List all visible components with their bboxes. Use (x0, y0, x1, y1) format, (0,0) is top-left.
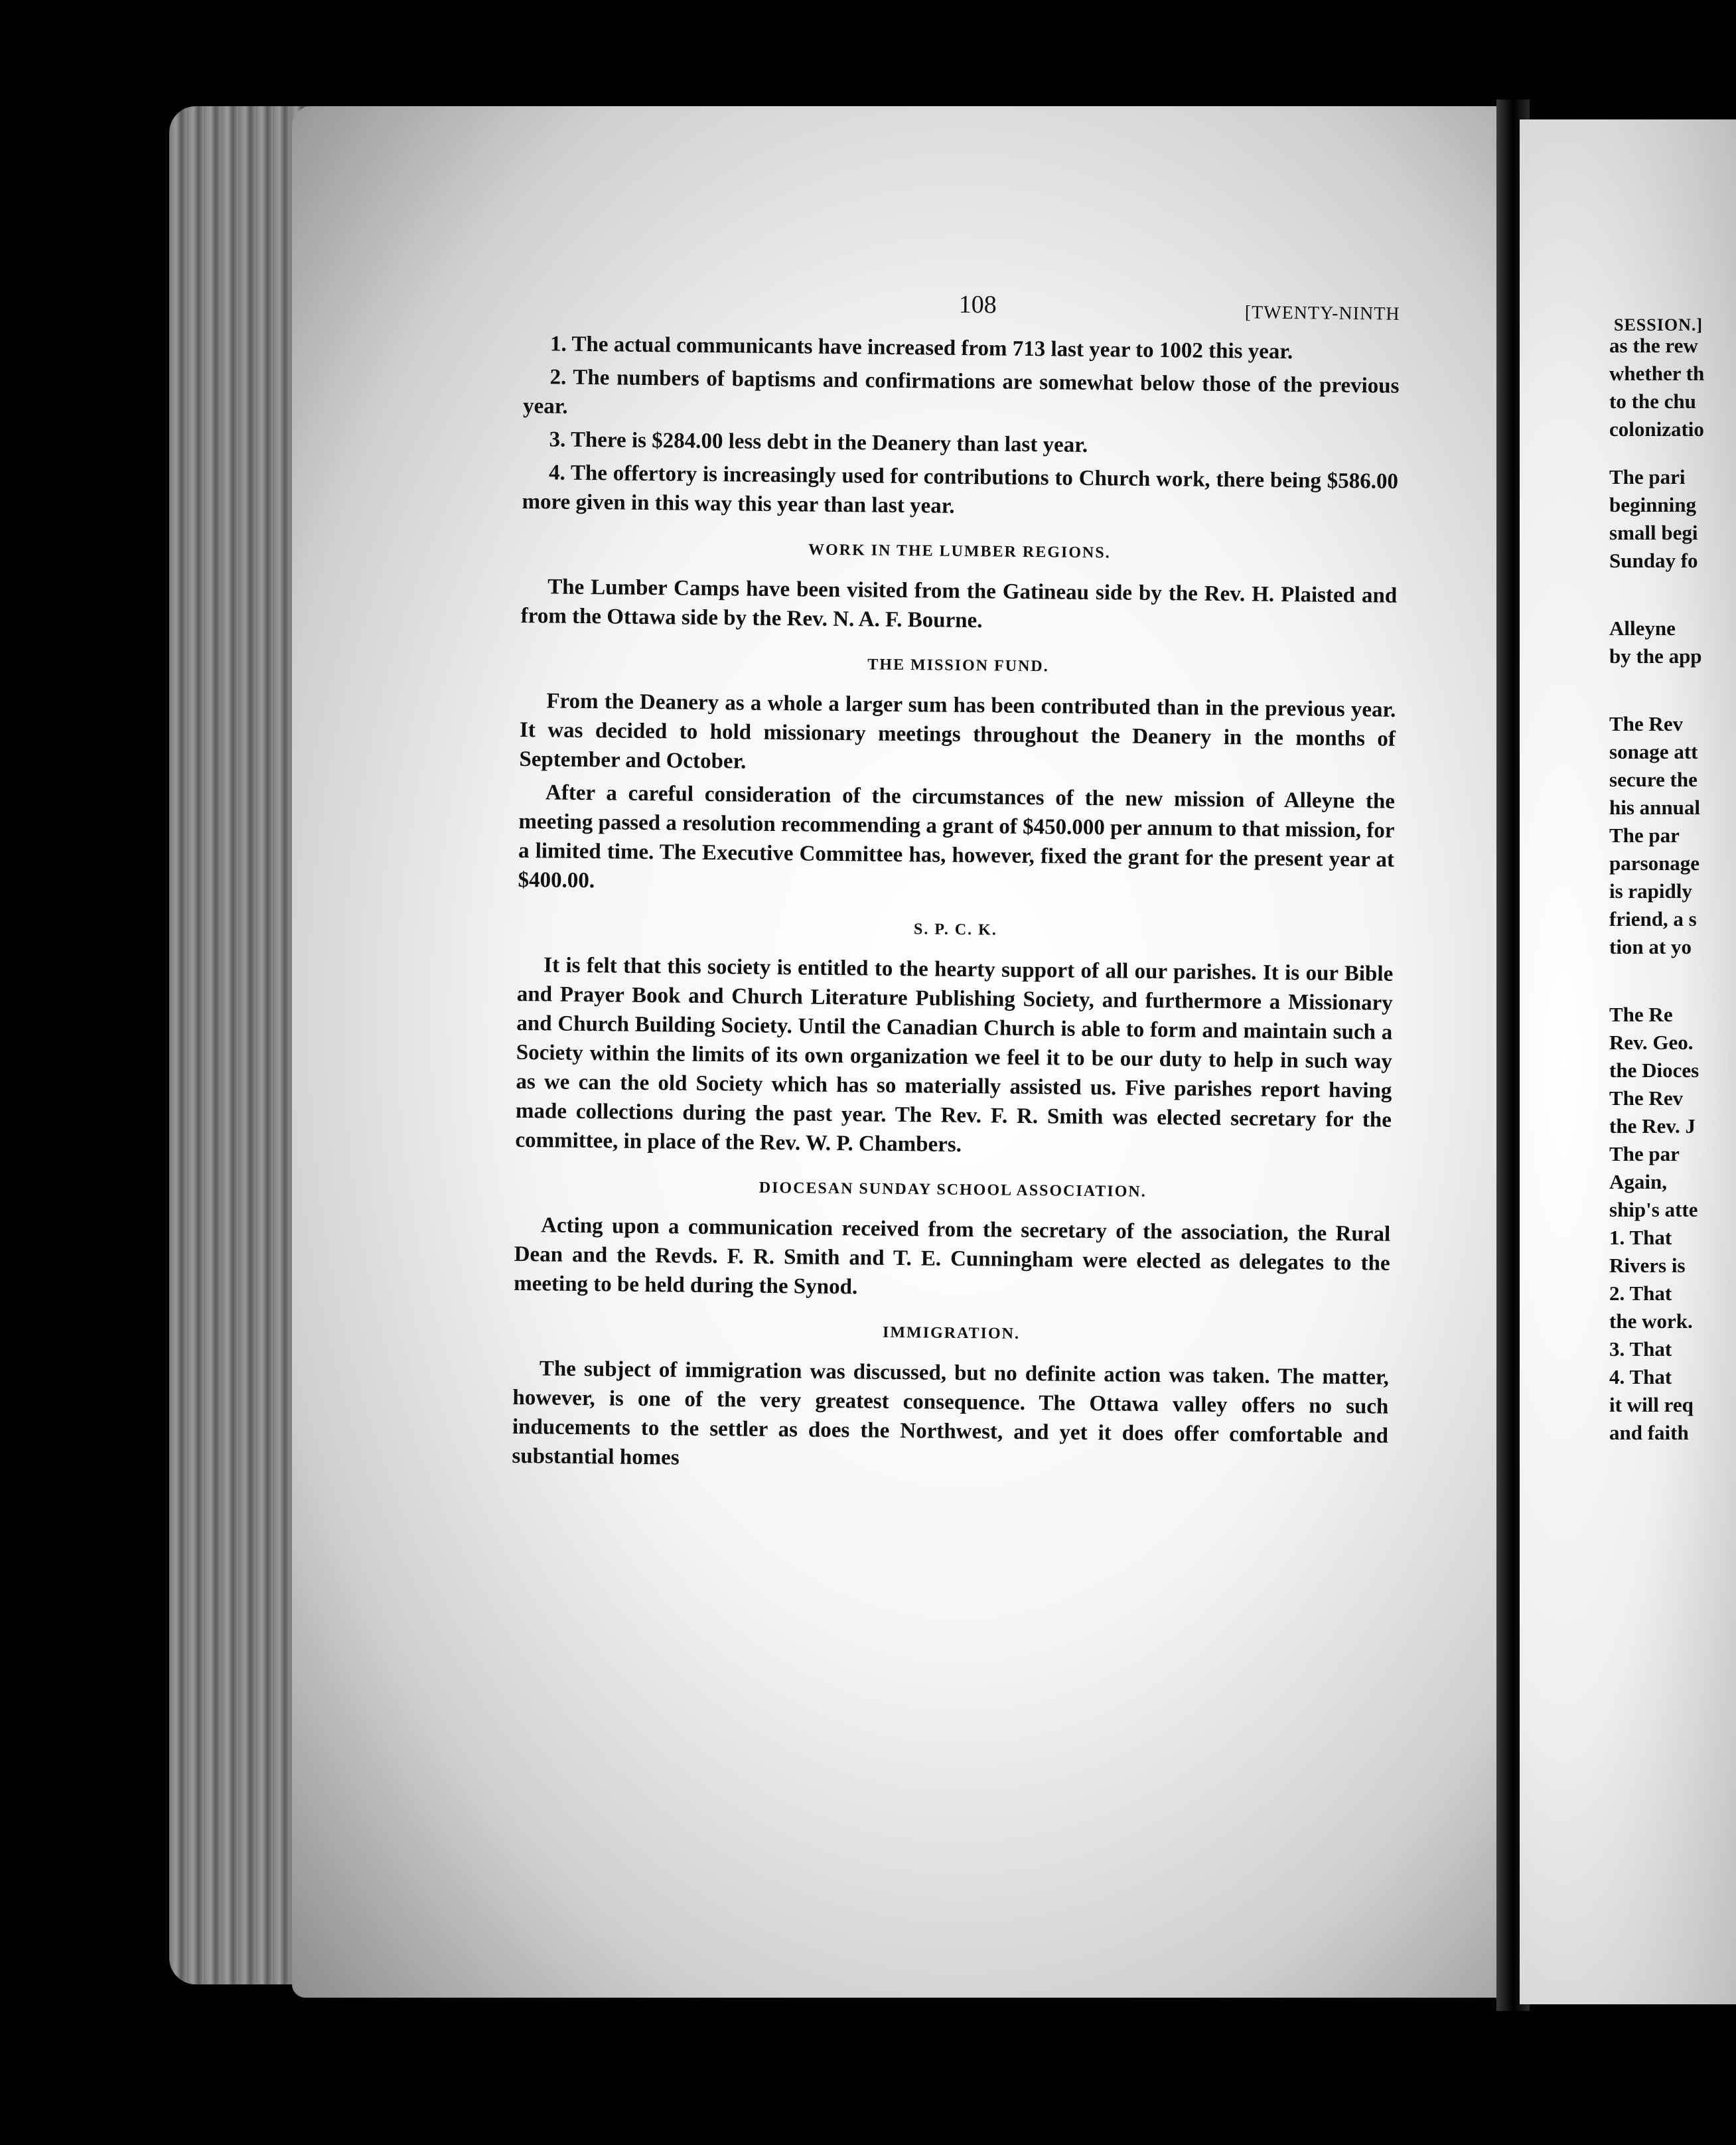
right-page-line: his annual (1609, 796, 1701, 819)
right-page-line: Sunday fo (1609, 549, 1698, 572)
right-page-line: 1. That (1609, 1226, 1672, 1249)
paragraph: The Lumber Camps have been visited from the Gatineau side by the Rev. H. Plaisted and from the Ottawa side by the Rev. N. A. F. Bourne. (520, 575, 1398, 633)
paragraph: 3. There is $284.00 less debt in the Deanery than last year. (549, 427, 1088, 457)
paragraph: The subject of immigration was discussed, but no definite action was taken. The matter, however, is one of the very greatest consequence. The Ottawa valley offers no such inducements to the settler as does the Northwest, and yet it does offer comfortable and substantial homes (512, 1357, 1390, 1470)
right-page-line: 3. That (1609, 1337, 1672, 1361)
right-page-line: The Rev (1609, 1086, 1684, 1110)
section-heading: THE MISSION FUND. (867, 656, 1049, 676)
right-page-line (1609, 595, 1736, 615)
right-page-line (1609, 961, 1736, 981)
right-page-line (1609, 575, 1736, 595)
right-page-line: secure the (1609, 768, 1698, 791)
right-page-line: by the app (1609, 644, 1702, 668)
paragraph: From the Deanery as a whole a larger sum has been contributed than in the previous year. It was decided to hold missionary meetings throughout the Deanery in the months of September and October. (519, 689, 1396, 774)
right-page-line: the Rev. J (1609, 1114, 1696, 1138)
paragraph: Acting upon a communication received from the secretary of the association, the Rural Dean and the Revds. F. R. Smith and T. E. Cunningham were elected as delegates to the meeting to be held during the Synod. (514, 1213, 1391, 1299)
section-heading: WORK IN THE LUMBER REGIONS. (808, 541, 1111, 562)
section-heading: IMMIGRATION. (882, 1323, 1021, 1343)
paragraph: It is felt that this society is entitled to the hearty support of all our parishes. It is our Bible and Prayer Book and Church Literature Publishing Society, and furthermore a Missionary and Church Building Society. Until the Canadian Church is able to form and maintain such a Society within the limits of its own organization we feel it to be our duty to help in such way as we can the old Society which has so materially assisted us. Five parishes report having made collections during the past year. The Rev. F. R. Smith was elected secretary for the committee, in place of the Rev. W. P. Chambers. (515, 953, 1394, 1157)
right-page-line: Again, (1609, 1170, 1667, 1193)
section-heading: S. P. C. K. (913, 921, 997, 939)
right-page-line (1609, 690, 1736, 710)
right-page-line: the Dioces (1609, 1059, 1700, 1082)
right-page-line: tion at yo (1609, 935, 1692, 958)
right-page-line: and faith (1609, 1421, 1689, 1444)
right-page-line: to the chu (1609, 390, 1696, 413)
left-page-body (512, 329, 1400, 1480)
paragraph: 2. The numbers of baptisms and confirmations are somewhat below those of the previous year. (522, 365, 1400, 419)
right-page-line: whether th (1609, 362, 1705, 385)
right-page-line: Rev. Geo. (1609, 1031, 1694, 1054)
right-running-head: SESSION.] (1614, 315, 1703, 334)
right-page-line: small begi (1609, 521, 1698, 544)
right-page-line: 4. That (1609, 1365, 1672, 1388)
right-page-line: 2. That (1609, 1282, 1672, 1305)
left-page-text (512, 285, 1400, 1484)
right-page-line: parsonage (1609, 851, 1700, 875)
right-page-line (1609, 670, 1736, 690)
right-page-line (1609, 981, 1736, 1001)
right-page-body (1609, 312, 1736, 1447)
paragraph: After a careful consideration of the circumstances of the new mission of Alleyne the meeting passed a resolution recommending a grant of $450.000 per annum to that mission, for a limited time. The Executive Committee has, however, fixed the grant for the present year at $400.00. (518, 780, 1396, 893)
right-page-line: sonage att (1609, 740, 1698, 763)
paragraph: 4. The offertory is increasingly used for contributions to Church work, there being $586.00 more given in this way this year than last year. (522, 461, 1399, 518)
paragraph: 1. The actual communicants have increased from 713 last year to 1002 this year. (549, 332, 1293, 364)
right-page-line: Rivers is (1609, 1254, 1686, 1277)
right-page-line: The Re (1609, 1003, 1673, 1026)
right-page-line: as the rew (1609, 334, 1698, 357)
right-page-line: The Rev (1609, 712, 1684, 735)
running-head: [TWENTY-NINTH (1244, 302, 1400, 325)
right-page-line: ship's atte (1609, 1198, 1698, 1221)
right-page-line: the work. (1609, 1309, 1693, 1333)
right-page-line: it will req (1609, 1393, 1694, 1416)
right-page-line: Alleyne (1609, 617, 1676, 640)
page-header (524, 285, 1400, 338)
page-number: 108 (958, 290, 997, 319)
right-page-line: beginning (1609, 493, 1696, 516)
right-page-line: colonizatio (1609, 417, 1704, 441)
right-page-line: The par (1609, 824, 1680, 847)
right-page-line: The pari (1609, 465, 1686, 488)
right-page-line (1609, 443, 1736, 463)
section-heading: DIOCESAN SUNDAY SCHOOL ASSOCIATION. (759, 1179, 1147, 1201)
right-page-line (1609, 312, 1736, 332)
right-page-line: friend, a s (1609, 907, 1697, 930)
right-page-line: The par (1609, 1142, 1680, 1165)
right-page-line: is rapidly (1609, 879, 1692, 903)
